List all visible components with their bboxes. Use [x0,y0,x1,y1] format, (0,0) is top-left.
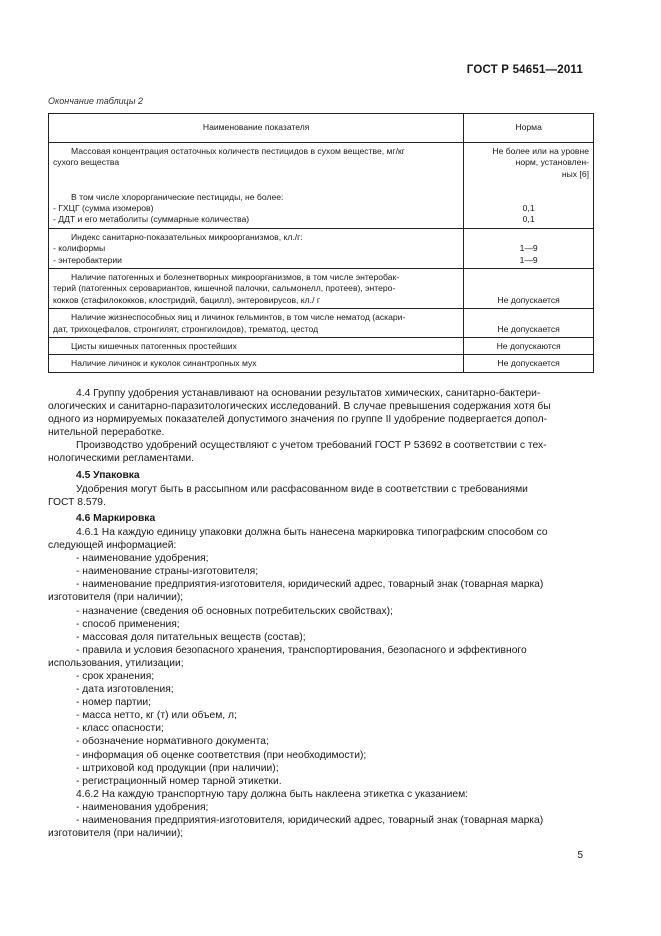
indicator-line: кокков (стафилококков, клостридий, бацилл), энтеровирусов, кл./ г [53,294,320,305]
table-row [49,143,594,229]
norm-cell [464,228,594,268]
spacer [53,169,459,180]
paragraph-line: следующей информацией: [48,540,177,552]
norm-line: Не более или на уровне [492,146,589,156]
list-item [48,631,584,644]
table-caption: Окончание таблицы 2 [48,96,143,106]
norm-cell [464,269,594,309]
list-item [48,578,584,604]
norm-line: Не допускается [497,358,560,369]
list-item-line: - наименования предприятия-изготовителя, юридический адрес, товарный знак (товарная марка) [76,815,544,826]
list-item-line: - масса нетто, кг (т) или объем, л; [76,710,237,722]
norm-cell [464,338,594,355]
list-item-line: - регистрационный номер тарной этикетки. [76,775,282,787]
list-4-6-1 [48,552,584,788]
paragraph-4-6-1 [48,526,584,552]
paragraph-line: нительной переработке. [48,427,165,439]
indicator-line: В том числе хлорорганические пестициды, не более: [71,191,284,202]
indicator-line: - ГХЦГ (сумма изомеров) [53,203,154,213]
indicator-line: дат, трихоцефалов, стронгилят, стронгилоидов), трематод, цестод [53,323,319,334]
table-row [49,355,594,372]
list-item [48,696,584,709]
list-item-line: - обозначение нормативного документа; [76,736,269,748]
list-item [48,814,584,840]
table-row [49,309,594,338]
norm-line: Не допускается [497,323,560,334]
paragraph-production [48,439,584,465]
spacer [468,232,589,243]
list-item-line: - дата изготовления; [76,684,174,696]
list-item-line: использования, утилизации; [48,657,184,669]
spacer [468,192,589,203]
section-heading-4-5: 4.5 Упаковка [76,469,140,481]
indicator-line: Индекс санитарно-показательных микроорганизмов, кл./г: [71,231,303,242]
norm-line: ных [6] [561,168,589,179]
list-item-line: - назначение (сведения об основных потребительских свойствах); [76,605,393,617]
paragraph-line: 4.6.1 На каждую единицу упаковки должна быть нанесена маркировка типографским способом со [76,526,548,538]
list-item [48,722,584,735]
list-item [48,670,584,683]
norm-line: 0,1 [522,203,535,213]
paragraph-line: ГОСТ 8.579. [48,496,106,508]
column-header-indicator: Наименование показателя [49,114,464,143]
table-body [49,143,594,373]
indicator-line: терий (патогенных серовариантов, кишечной палочки, сальмонелл, протеев), энтеро- [53,283,396,294]
list-item [48,552,584,565]
list-item [48,683,584,696]
indicator-line: сухого вещества [53,157,120,168]
list-item [48,762,584,775]
column-header-norm: Норма [464,114,594,143]
indicator-line: - колиформы [53,243,106,254]
document-code-header: ГОСТ Р 54651—2011 [466,64,583,76]
paragraph-4-6-2: 4.6.2 На каждую транспортную тару должна быть наклеена этикетка с указанием: [76,788,469,800]
indicator-line: Наличие личинок и куколок синантропных мух [71,358,257,369]
list-item [48,618,584,631]
paragraph-line: нологическими регламентами. [48,453,194,465]
list-item-line: - наименование удобрения; [76,553,209,565]
indicator-line: Цисты кишечных патогенных простейших [71,341,237,352]
indicators-table [48,113,594,373]
paragraph-line: 4.4 Группу удобрения устанавливают на основании результатов химических, санитарно-бактери- [76,388,541,399]
list-item-line: - информация об оценке соответствия (при необходимости); [76,749,367,761]
norm-line: норм, установлен- [515,157,589,168]
list-item-line: - способ применения; [76,618,180,630]
list-item-line: - массовая доля питательных веществ (состав); [76,631,306,643]
indicator-cell [49,355,464,372]
indicator-line: Массовая концентрация остаточных количеств пестицидов в сухом веществе, мг/кг [71,146,405,156]
table-row [49,338,594,355]
list-item [48,565,584,578]
list-item-line: - класс опасности; [76,723,164,735]
paragraph-4-4 [48,387,584,439]
spacer [468,180,589,191]
norm-line: 1—9 [519,254,538,265]
spacer [468,283,589,294]
list-item-line: - правила и условия безопасного хранения, транспортирования, безопасного и эффективного [76,644,527,656]
norm-line: 0,1 [522,214,535,225]
list-item-line: - штриховой код продукции (при наличии); [76,762,279,774]
page-number: 5 [577,850,583,861]
list-item-line: - срок хранения; [76,670,155,682]
norm-line: Не допускаются [496,341,561,352]
norm-line: Не допускается [497,294,560,305]
section-heading-4-6: 4.6 Маркировка [76,512,156,524]
indicator-cell [49,228,464,268]
norm-cell [464,143,594,229]
document-body [48,387,584,840]
list-item [48,709,584,722]
list-item [48,801,584,814]
list-item [48,735,584,748]
spacer [53,180,459,191]
table-row [49,228,594,268]
table-row [49,269,594,309]
indicator-line: - ДДТ и его метаболиты (суммарные количества) [53,214,250,225]
indicator-cell [49,143,464,229]
paragraph-line: ологических и санитарно-паразитологических исследований. В случае превышения содержания хотя бы [48,401,551,413]
list-4-6-2 [48,801,584,840]
list-item-line: - наименование страны-изготовителя; [76,566,259,578]
indicator-cell [49,338,464,355]
list-item-line: изготовителя (при наличии); [48,828,184,840]
list-item [48,605,584,618]
indicator-cell [49,269,464,309]
list-item-line: изготовителя (при наличии); [48,592,184,604]
paragraph-line: Производство удобрений осуществляют с учетом требований ГОСТ Р 53692 в соответствии с тех- [76,440,547,452]
list-item [48,775,584,788]
norm-cell [464,309,594,338]
list-item [48,644,584,670]
spacer [468,272,589,283]
paragraph-line: Удобрения могут быть в рассыпном или расфасованном виде в соответствии с требованиями [76,483,528,495]
indicator-line: Наличие патогенных и болезнетворных микроорганизмов, в том числе энтеробак- [71,272,400,283]
paragraph-line: одного из нормируемых показателей допустимого значения по группе II удобрение подвергается допол- [48,414,548,426]
norm-cell [464,355,594,372]
list-item-line: - наименование предприятия-изготовителя, юридический адрес, товарный знак (товарная марка) [76,579,544,591]
table-header-row [49,114,594,143]
indicator-line: - энтеробактерии [53,254,122,265]
list-item [48,749,584,762]
norm-line: 1—9 [519,243,538,254]
indicator-line: Наличие жизнеспособных яиц и личинок гельминтов, в том числе нематод (аскари- [71,312,406,323]
list-item-line: - наименования удобрения; [76,801,209,813]
paragraph-4-5 [48,483,584,509]
indicator-cell [49,309,464,338]
spacer [468,312,589,323]
list-item-line: - номер партии; [76,697,151,709]
